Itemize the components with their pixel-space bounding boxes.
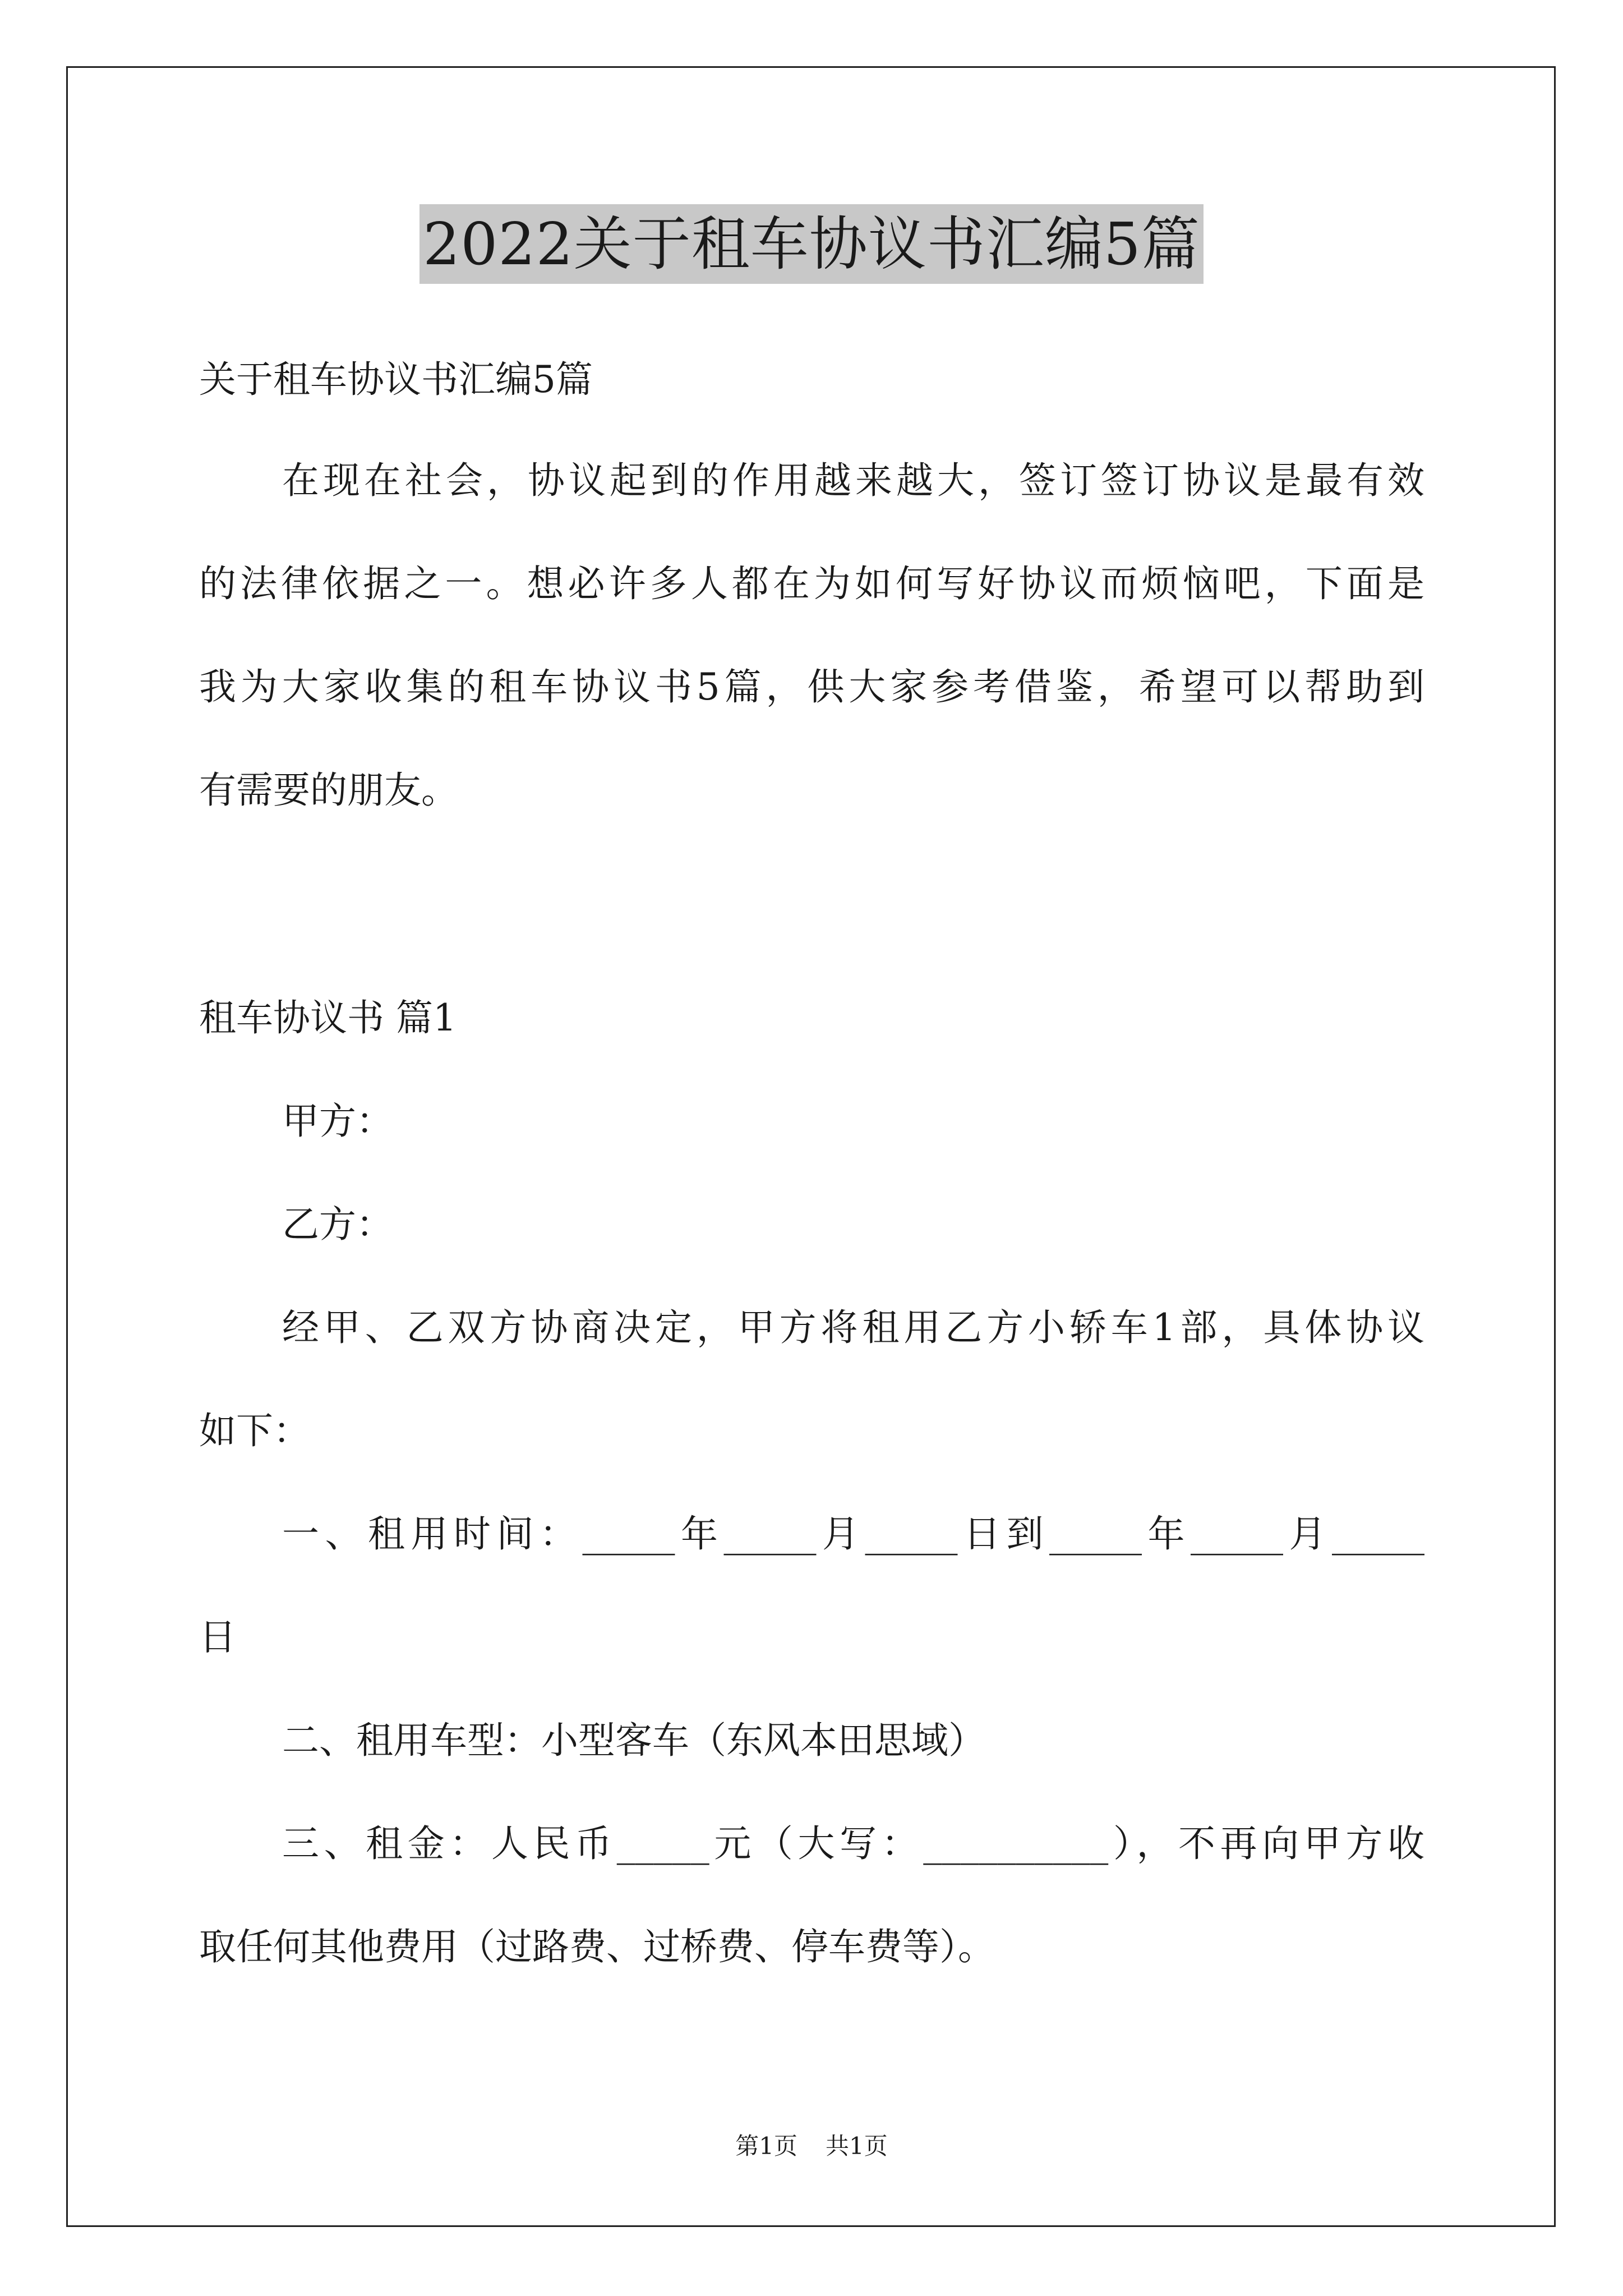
party-b-label: 乙方： <box>282 1203 393 1246</box>
document-subtitle: 关于租车协议书汇编5篇 <box>199 358 593 401</box>
clause-3-line-2: 取任何其他费用（过路费、过桥费、停车费等）。 <box>199 1925 995 1968</box>
agreement-line-2: 如下： <box>199 1409 310 1452</box>
party-a-label: 甲方： <box>282 1099 393 1143</box>
clause-1-line-2: 日 <box>199 1616 236 1659</box>
page-footer <box>0 2131 1623 2162</box>
clause-2: 二、租用车型：小型客车（东风本田思域） <box>282 1719 985 1762</box>
intro-line-4: 有需要的朋友。 <box>199 769 458 812</box>
document-title: 2022关于租车协议书汇编5篇 <box>419 204 1204 284</box>
page-total: 共1页 <box>826 2132 888 2160</box>
page-number: 第1页 <box>735 2132 797 2160</box>
agreement-line-1: 经甲、乙双方协商决定，甲方将租用乙方小轿车1部，具体协议 <box>282 1306 1424 1349</box>
intro-line-2: 的法律依据之一。想必许多人都在为如何写好协议而烦恼吧，下面是 <box>199 562 1424 605</box>
intro-line-3: 我为大家收集的租车协议书5篇，供大家参考借鉴，希望可以帮助到 <box>199 665 1424 708</box>
clause-3-line-1: 三、租金：人民币_____元（大写：__________），不再向甲方收 <box>282 1822 1424 1865</box>
intro-line-1: 在现在社会，协议起到的作用越来越大，签订签订协议是最有效 <box>282 459 1424 502</box>
title-container <box>0 204 1623 284</box>
section-heading: 租车协议书 篇1 <box>199 996 457 1039</box>
clause-1-line-1: 一、租用时间：_____年_____月_____日到_____年_____月_____ <box>282 1512 1424 1556</box>
